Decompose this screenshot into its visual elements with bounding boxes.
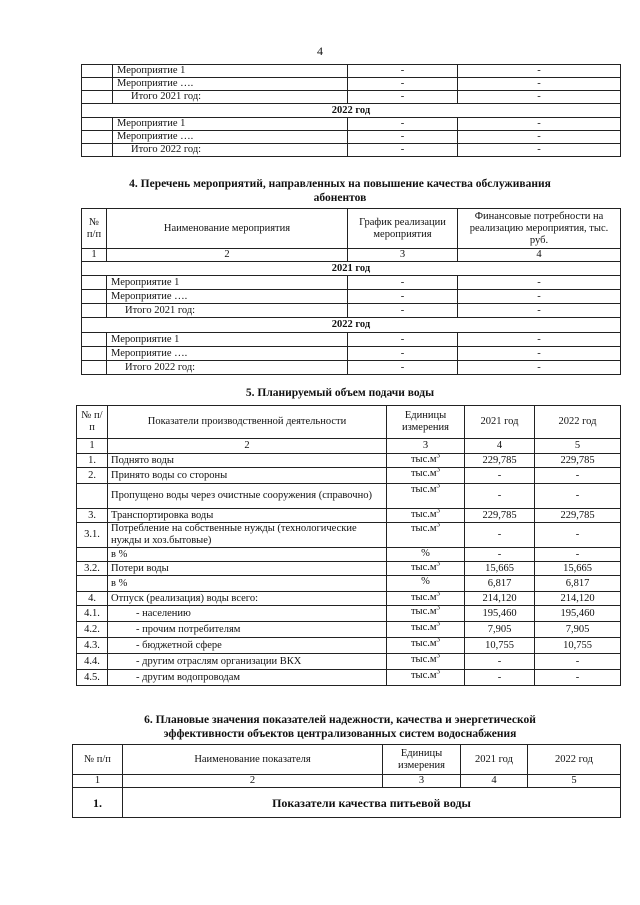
indicator-name: в %: [108, 576, 387, 592]
unit: $тыс.м^3$: [387, 562, 465, 576]
row-number: 3.2.: [77, 562, 108, 576]
section-6-title: 6. Плановые значения показателей надежности, качества и энергетической эффективности объектов централизованных систем водоснабжения: [144, 714, 536, 740]
table-header-row: [82, 209, 621, 249]
unit: $тыс.м^3$: [387, 509, 465, 523]
year-row: 2022 год: [82, 318, 621, 333]
indicator-name: - бюджетной сфере: [108, 638, 387, 654]
table-header-row: № п/п Наименование показателя Единицы измерения 2021 год 2022 год: [73, 745, 621, 775]
unit: $тыс.м^3$: [387, 592, 465, 606]
header-finance: Финансовые потребности на реализацию мероприятия, тыс. руб.: [458, 209, 621, 249]
row-number: 3.1.: [77, 523, 108, 548]
table-row: [77, 468, 621, 484]
table-row: [77, 562, 621, 576]
table-row: [77, 670, 621, 686]
value-2021: 214,120: [465, 592, 535, 606]
indicator-name: - другим отраслям организации ВКХ: [108, 654, 387, 670]
value-2021: 6,817: [465, 576, 535, 592]
unit: $тыс.м^3$: [387, 523, 465, 548]
unit: $тыс.м^3$: [387, 484, 465, 509]
value-2021: -: [465, 548, 535, 562]
indicator-name: Пропущено воды через очистные сооружения (справочно): [108, 484, 387, 509]
value-2021: -: [465, 654, 535, 670]
indicator-name: - другим водопроводам: [108, 670, 387, 686]
row-number: 4.4.: [77, 654, 108, 670]
value-2021: 229,785: [465, 509, 535, 523]
table-row: Мероприятие 1 - -: [82, 276, 621, 290]
unit: $тыс.м^3$: [387, 468, 465, 484]
indicator-name: Потери воды: [108, 562, 387, 576]
unit: %: [387, 576, 465, 592]
row-number: 2.: [77, 468, 108, 484]
section-4-title: 4. Перечень мероприятий, направленных на повышение качества обслуживания абонентов: [129, 178, 551, 204]
header-num: № п/п: [82, 209, 107, 249]
table-row: Мероприятие …. - -: [82, 78, 621, 91]
indicator-name: Поднято воды: [108, 454, 387, 468]
value-2022: 229,785: [535, 509, 621, 523]
year-row: [82, 104, 621, 118]
table-row: [77, 576, 621, 592]
unit: $тыс.м^3$: [387, 670, 465, 686]
row-number: [77, 484, 108, 509]
value-2022: 7,905: [535, 622, 621, 638]
top-table: [81, 64, 621, 157]
unit: $тыс.м^3$: [387, 638, 465, 654]
value-2021: 10,755: [465, 638, 535, 654]
table-row: [77, 548, 621, 562]
value-2022: -: [535, 548, 621, 562]
unit: $тыс.м^3$: [387, 606, 465, 622]
column-numbers-row: 1 2 3 4 5: [73, 775, 621, 788]
activity-name: Мероприятие 1: [113, 65, 348, 78]
value-2022: 6,817: [535, 576, 621, 592]
row-number: 1.: [77, 454, 108, 468]
table-row: Итого 2022 год: - -: [82, 144, 621, 157]
header-schedule: График реализации мероприятия: [348, 209, 458, 249]
value-2022: -: [535, 654, 621, 670]
value-2021: -: [465, 670, 535, 686]
indicator-name: Принято воды со стороны: [108, 468, 387, 484]
table-header-row: № п/п Показатели производственной деятельности Единицы измерения 2021 год 2022 год: [77, 406, 621, 439]
value-2021: -: [465, 484, 535, 509]
table-row: [77, 654, 621, 670]
value-2021: 15,665: [465, 562, 535, 576]
value-2022: 229,785: [535, 454, 621, 468]
table-row: Мероприятие …. - -: [82, 131, 621, 144]
value-2022: 10,755: [535, 638, 621, 654]
row-number: 4.: [77, 592, 108, 606]
table-row: Итого 2022 год: - -: [82, 361, 621, 375]
value-2021: -: [465, 523, 535, 548]
value-2022: 15,665: [535, 562, 621, 576]
table-row: Мероприятие …. - -: [82, 347, 621, 361]
value-2022: -: [535, 484, 621, 509]
indicator-name: Транспортировка воды: [108, 509, 387, 523]
table-row: Мероприятие 1 - -: [82, 118, 621, 131]
table-row: [77, 606, 621, 622]
indicator-name: - населению: [108, 606, 387, 622]
section-5-table: [76, 405, 621, 686]
row-number: 4.2.: [77, 622, 108, 638]
section-row: 1. Показатели качества питьевой воды: [73, 788, 621, 818]
table-row: [77, 484, 621, 509]
header-name: Наименование мероприятия: [107, 209, 348, 249]
value-2021: -: [465, 468, 535, 484]
table-row: Мероприятие 1 - -: [82, 333, 621, 347]
table-row: [77, 509, 621, 523]
table-row: [77, 638, 621, 654]
value-2021: 7,905: [465, 622, 535, 638]
row-number: 4.3.: [77, 638, 108, 654]
table-row: [77, 592, 621, 606]
section-6-table: [72, 744, 621, 818]
table-row: [77, 523, 621, 548]
row-number: 4.1.: [77, 606, 108, 622]
section-5-title: 5. Планируемый объем подачи воды: [245, 387, 435, 399]
activity-name: Мероприятие ….: [113, 78, 348, 91]
value-2022: -: [535, 523, 621, 548]
column-numbers-row: 1 2 3 4 5: [77, 439, 621, 454]
indicator-name: Отпуск (реализация) воды всего:: [108, 592, 387, 606]
indicator-name: в %: [108, 548, 387, 562]
row-number: 3.: [77, 509, 108, 523]
table-row: Мероприятие 1 - -: [82, 65, 621, 78]
table-row: [77, 622, 621, 638]
section-4-table: [81, 208, 621, 375]
unit: $тыс.м^3$: [387, 454, 465, 468]
row-number: 4.5.: [77, 670, 108, 686]
row-number: [77, 576, 108, 592]
page-number: 4: [317, 44, 323, 58]
column-numbers-row: 1 2 3 4: [82, 249, 621, 262]
row-number: [77, 548, 108, 562]
indicator-name: Потребление на собственные нужды (технологические нужды и хоз.бытовые): [108, 523, 387, 548]
table-row: Мероприятие …. - -: [82, 290, 621, 304]
table-row: Итого 2021 год: - -: [82, 304, 621, 318]
unit: %: [387, 548, 465, 562]
unit: $тыс.м^3$: [387, 622, 465, 638]
year-row: 2021 год: [82, 262, 621, 276]
value-2022: 195,460: [535, 606, 621, 622]
value-2021: 229,785: [465, 454, 535, 468]
value-2022: -: [535, 468, 621, 484]
unit: $тыс.м^3$: [387, 654, 465, 670]
value-2022: 214,120: [535, 592, 621, 606]
value-2021: 195,460: [465, 606, 535, 622]
indicator-name: - прочим потребителям: [108, 622, 387, 638]
value-2022: -: [535, 670, 621, 686]
total-label: Итого 2021 год:: [113, 91, 348, 104]
year-label: 2022 год: [82, 104, 621, 118]
table-row: Итого 2021 год: - -: [82, 91, 621, 104]
table-row: [77, 454, 621, 468]
